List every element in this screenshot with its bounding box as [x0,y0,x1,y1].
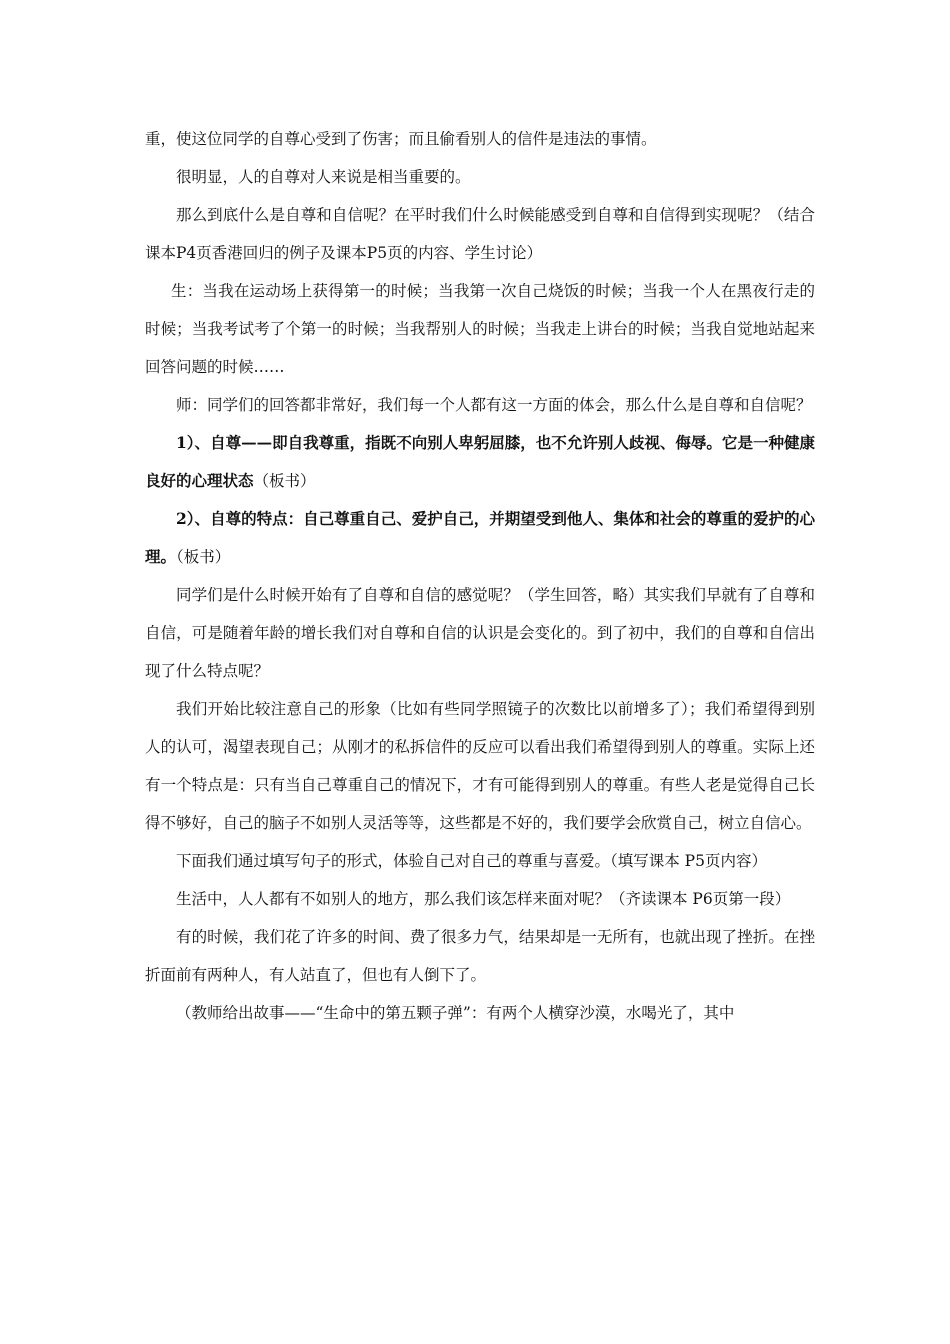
definition-features-text: 2）、自尊的特点：自己尊重自己、爱护自己，并期望受到他人、集体和社会的尊重的爱护的心理。 [145,509,815,566]
paragraph-13: （教师给出故事——“生命中的第五颗子弹”：有两个人横穿沙漠，水喝光了，其中 [176,1004,735,1022]
document-body [145,120,815,1032]
paragraph-1: 重，使这位同学的自尊心受到了伤害；而且偷看别人的信件是违法的事情。 [145,130,657,148]
paragraph-10: 下面我们通过填写句子的形式，体验自己对自己的尊重与喜爱。（填写课本 P5页内容） [176,852,767,870]
blackboard-note: （板书） [253,472,316,490]
paragraph-teacher-question: 师：同学们的回答都非常好，我们每一个人都有这一方面的体会，那么什么是自尊和自信呢？ [176,396,812,414]
blackboard-note: （板书） [176,548,231,566]
paragraph-2: 很明显，人的自尊对人来说是相当重要的。 [176,168,471,186]
paragraph-12: 有的时候，我们花了许多的时间、费了很多力气，结果却是一无所有，也就出现了挫折。在挫折面前有两种人，有人站直了，但也有人倒下了。 [145,928,815,984]
definition-self-respect [145,424,815,500]
paragraph-8: 同学们是什么时候开始有了自尊和自信的感觉呢？（学生回答，略）其实我们早就有了自尊和自信，可是随着年龄的增长我们对自尊和自信的认识是会变化的。到了初中，我们的自尊和自信出现了什么特点呢？ [145,586,815,680]
paragraph-3: 那么到底什么是自尊和自信呢？在平时我们什么时候能感受到自尊和自信得到实现呢？（结合课本P4页香港回归的例子及课本P5页的内容、学生讨论） [145,206,815,262]
definition-self-respect-features [145,500,815,576]
definition-self-respect-text: 1）、自尊——即自我尊重，指既不向别人卑躬屈膝，也不允许别人歧视、侮辱。它是一种健康良好的心理状态 [145,433,815,490]
paragraph-student-answer: 生：当我在运动场上获得第一的时候；当我第一次自己烧饭的时候；当我一个人在黑夜行走的时候；当我考试考了个第一的时候；当我帮别人的时候；当我走上讲台的时候；当我自觉地站起来回答问题的时候…… [145,282,815,376]
paragraph-11: 生活中，人人都有不如别人的地方，那么我们该怎样来面对呢？（齐读课本 P6页第一段） [176,890,791,908]
paragraph-9: 我们开始比较注意自己的形象（比如有些同学照镜子的次数比以前增多了）；我们希望得到别人的认可，渴望表现自己；从刚才的私拆信件的反应可以看出我们希望得到别人的尊重。实际上还有一个特点是：只有当自己尊重自己的情况下，才有可能得到别人的尊重。有些人老是觉得自己长得不够好，自己的脑子不如别人灵活等等，这些都是不好的，我们要学会欣赏自己，树立自信心。 [145,700,815,832]
